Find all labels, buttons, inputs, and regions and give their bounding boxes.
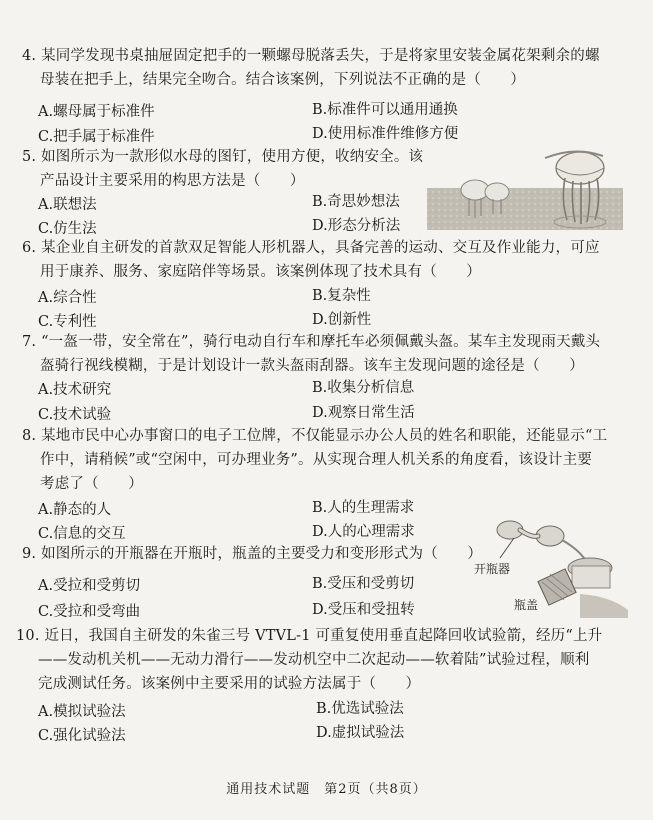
option-d: D.人的心理需求 (312, 524, 415, 540)
option-c: C.强化试验法 (38, 728, 126, 744)
question-text: 8. 某地市民中心办事窗口的电子工位牌，不仅能显示办公人员的姓名和职能，还能显示“工 (22, 428, 608, 444)
question-text: 考虑了（ ） (40, 476, 143, 492)
question-text: 作中，请稍候”或“空闲中，可办理业务”。从实现合理人机关系的角度看，该设计主要 (40, 452, 593, 468)
option-a: A.技术研究 (38, 382, 112, 398)
jellyfish-pin-figure (425, 148, 625, 232)
option-a: A.螺母属于标准件 (38, 104, 155, 120)
option-d: D.虚拟试验法 (316, 725, 405, 741)
question-text: 4. 某同学发现书桌抽屉固定把手的一颗螺母脱落丢失，于是将家里安装金属花架剩余的螺 (22, 48, 600, 64)
option-b: B.受压和受剪切 (312, 576, 415, 592)
option-b: B.复杂性 (312, 288, 371, 304)
option-b: B.奇思妙想法 (312, 194, 400, 210)
option-d: D.形态分析法 (312, 218, 401, 234)
option-d: D.创新性 (312, 312, 372, 328)
option-c: C.受拉和受弯曲 (38, 604, 141, 620)
option-b: B.收集分析信息 (312, 380, 415, 396)
option-c: C.技术试验 (38, 407, 112, 423)
option-d: D.受压和受扭转 (312, 602, 415, 618)
question-text: 10. 近日，我国自主研发的朱雀三号 VTVL-1 可重复使用垂直起降回收试验箭，经历“上升 (16, 628, 603, 644)
option-a: A.综合性 (38, 290, 97, 306)
option-b: B.优选试验法 (316, 701, 404, 717)
option-d: D.观察日常生活 (312, 405, 415, 421)
question-text: 9. 如图所示的开瓶器在开瓶时，瓶盖的主要受力和变形形式为（ ） (22, 546, 483, 562)
question-text: 完成测试任务。该案例中主要采用的试验方法属于（ ） (38, 676, 421, 692)
option-c: C.专利性 (38, 314, 97, 330)
option-a: A.模拟试验法 (38, 704, 126, 720)
opener-label: 开瓶器 (474, 562, 511, 576)
question-10 (16, 624, 602, 696)
option-c: C.信息的交互 (38, 526, 126, 542)
question-5 (22, 145, 423, 193)
question-6 (22, 236, 600, 284)
option-a: A.静态的人 (38, 502, 112, 518)
question-9 (22, 542, 482, 566)
question-7 (22, 330, 600, 378)
option-c: C.仿生法 (38, 221, 97, 237)
bottle-opener-figure (470, 506, 630, 618)
question-text: 产品设计主要采用的构思方法是（ ） (40, 173, 305, 189)
page-footer: 通用技术试题 第2页（共8页） (226, 782, 427, 797)
question-text: 盔骑行视线模糊，于是计划设计一款头盔雨刮器。该车主发现问题的途径是（ ） (40, 358, 584, 374)
question-text: 6. 某企业自主研发的首款双足智能人形机器人，具备完善的运动、交互及作业能力，可应 (22, 240, 600, 256)
option-d: D.使用标准件维修方便 (312, 126, 459, 142)
option-a: A.联想法 (38, 197, 97, 213)
option-a: A.受拉和受剪切 (38, 578, 141, 594)
cap-label: 瓶盖 (514, 598, 539, 612)
option-b: B.标准件可以通用通换 (312, 102, 458, 118)
question-text: 5. 如图所示为一款形似水母的图钉，使用方便，收纳安全。该 (22, 149, 424, 165)
question-text: 用于康养、服务、家庭陪伴等场景。该案例体现了技术具有（ ） (40, 264, 481, 280)
option-c: C.把手属于标准件 (38, 129, 155, 145)
question-4 (22, 44, 600, 92)
question-8 (22, 424, 607, 496)
question-text: 母装在把手上，结果完全吻合。结合该案例，下列说法不正确的是（ ） (40, 72, 526, 88)
question-text: 7. “一盔一带，安全常在”，骑行电动自行车和摩托车必须佩戴头盔。某车主发现雨天戴头 (22, 334, 601, 350)
option-b: B.人的生理需求 (312, 500, 415, 516)
question-text: ——发动机关机——无动力滑行——发动机空中二次起动——软着陆”试验过程，顺利 (38, 652, 590, 668)
